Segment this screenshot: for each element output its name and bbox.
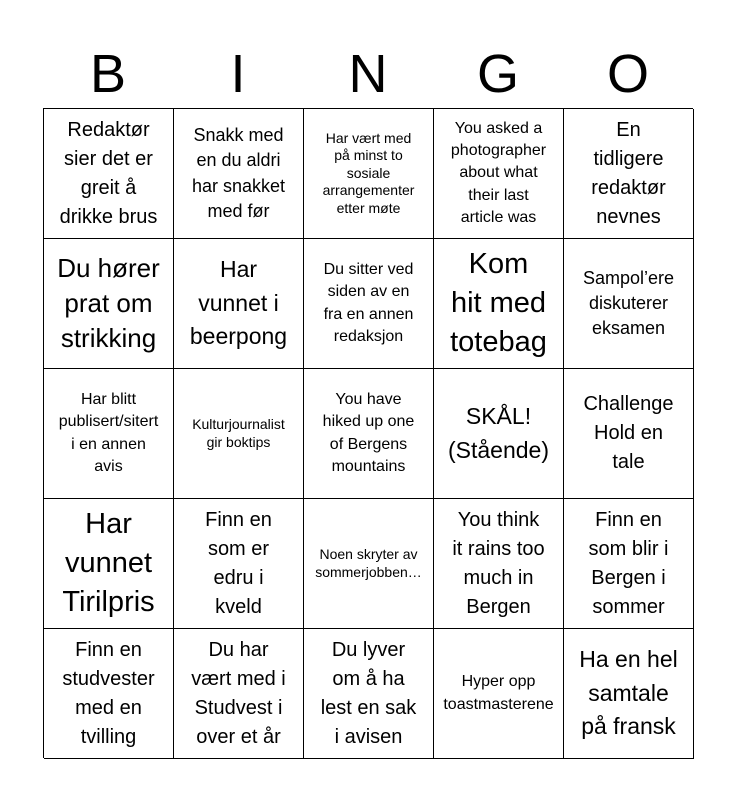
bingo-cell-r5c5[interactable]: Ha en hel samtale på fransk <box>564 629 694 759</box>
bingo-cell-r5c1[interactable]: Finn en studvester med en tvilling <box>44 629 174 759</box>
bingo-header <box>43 40 693 108</box>
bingo-board <box>43 108 693 758</box>
bingo-cell-r4c1[interactable]: Har vunnet Tirilpris <box>44 499 174 629</box>
bingo-cell-r4c5[interactable]: Finn en som blir i Bergen i sommer <box>564 499 694 629</box>
bingo-cell-r4c4[interactable]: You think it rains too much in Bergen <box>434 499 564 629</box>
bingo-cell-r3c1[interactable]: Har blitt publisert/sitert i en annen avis <box>44 369 174 499</box>
bingo-cell-r1c2[interactable]: Snakk med en du aldri har snakket med før <box>174 109 304 239</box>
bingo-cell-r2c4[interactable]: Kom hit med totebag <box>434 239 564 369</box>
bingo-cell-r2c3[interactable]: Du sitter ved siden av en fra en annen redaksjon <box>304 239 434 369</box>
bingo-cell-r4c2[interactable]: Finn en som er edru i kveld <box>174 499 304 629</box>
bingo-cell-r2c1[interactable]: Du hører prat om strikking <box>44 239 174 369</box>
header-letter-i: I <box>230 44 246 104</box>
bingo-cell-r3c4[interactable]: SKÅL! (Stående) <box>434 369 564 499</box>
header-letter-n: N <box>348 44 388 104</box>
bingo-cell-r5c4[interactable]: Hyper opp toastmasterene <box>434 629 564 759</box>
bingo-cell-r1c3[interactable]: Har vært med på minst to sosiale arrangementer etter møte <box>304 109 434 239</box>
bingo-cell-r5c2[interactable]: Du har vært med i Studvest i over et år <box>174 629 304 759</box>
bingo-cell-r3c5[interactable]: Challenge Hold en tale <box>564 369 694 499</box>
header-letter-o: O <box>606 44 649 104</box>
header-letter-g: G <box>476 44 519 104</box>
bingo-cell-r1c5[interactable]: En tidligere redaktør nevnes <box>564 109 694 239</box>
header-letter-b: B <box>89 44 127 104</box>
bingo-cell-r2c5[interactable]: Sampol’ere diskuterer eksamen <box>564 239 694 369</box>
bingo-cell-r2c2[interactable]: Har vunnet i beerpong <box>174 239 304 369</box>
bingo-cell-r3c3[interactable]: You have hiked up one of Bergens mountains <box>304 369 434 499</box>
bingo-cell-r4c3[interactable]: Noen skryter av sommerjobben… <box>304 499 434 629</box>
bingo-cell-r5c3[interactable]: Du lyver om å ha lest en sak i avisen <box>304 629 434 759</box>
bingo-cell-r3c2[interactable]: Kulturjournalist gir boktips <box>174 369 304 499</box>
bingo-cell-r1c4[interactable]: You asked a photographer about what their last article was <box>434 109 564 239</box>
bingo-cell-r1c1[interactable]: Redaktør sier det er greit å drikke brus <box>44 109 174 239</box>
